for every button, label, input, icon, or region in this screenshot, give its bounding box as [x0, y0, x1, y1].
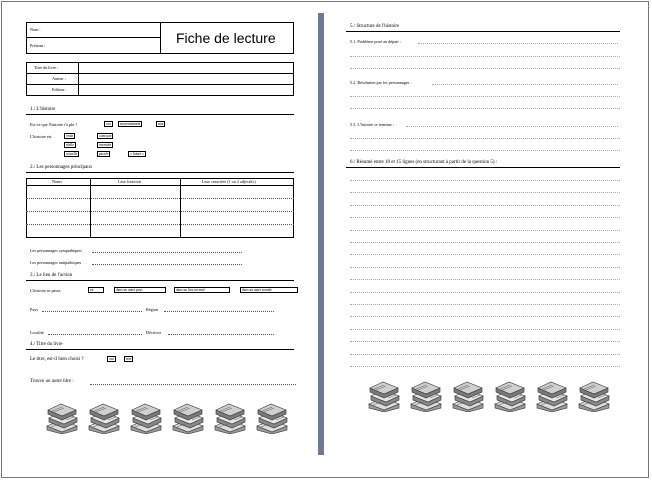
- type-inventee[interactable]: inventée: [99, 143, 112, 147]
- summary-line[interactable]: [350, 267, 620, 268]
- stack-of-books-icon: [170, 402, 206, 439]
- stack-of-books-icon: [450, 380, 486, 417]
- section-2-heading: 2./ Les personnages principaux: [30, 165, 93, 170]
- books-row-left: [44, 402, 290, 439]
- editeur-label: Editeur :: [52, 87, 67, 92]
- section-4-heading: 4./ Titre du livre: [30, 342, 63, 347]
- titre-livre-label: Titre du livre :: [34, 65, 59, 70]
- books-row-right: [366, 380, 612, 417]
- titre-question: Le titre, est-il bien choisi ?: [30, 357, 84, 362]
- stack-of-books-icon: [44, 402, 80, 439]
- nom-label: Nom :: [30, 27, 41, 32]
- section-5-heading: 5./ Structure de l'histoire: [350, 24, 400, 29]
- decrivez-label: Décrivez: [146, 330, 162, 335]
- stack-of-books-icon: [366, 380, 402, 417]
- page-title: Fiche de lecture: [176, 30, 276, 46]
- option-oui[interactable]: oui: [106, 122, 111, 126]
- auteur-label: Auteur :: [52, 76, 66, 81]
- item-5-3: 5.3. L'histoire se termine :: [350, 122, 394, 127]
- summary-line[interactable]: [350, 180, 620, 181]
- col-fonction: Leur fonction: [118, 179, 141, 184]
- type-comique[interactable]: comique: [99, 134, 112, 138]
- option-moyennement[interactable]: moyennement: [120, 122, 141, 126]
- stack-of-books-icon: [86, 402, 122, 439]
- lieu-autre-pays[interactable]: dans un autre pays: [114, 287, 166, 293]
- item-5-1: 5.1. Problème posé au départ :: [350, 39, 401, 44]
- item-5-2: 5.2. Résolution par les personnages :: [350, 80, 412, 85]
- summary-line[interactable]: [350, 192, 620, 193]
- summary-line[interactable]: [350, 341, 620, 342]
- summary-line[interactable]: [350, 242, 620, 243]
- stack-of-books-icon: [576, 380, 612, 417]
- summary-line[interactable]: [350, 329, 620, 330]
- page-divider: [318, 13, 324, 455]
- section-3-heading: 3./ Le lieu de l'action: [30, 273, 73, 278]
- summary-line[interactable]: [350, 205, 620, 206]
- summary-line[interactable]: [350, 292, 620, 293]
- type-passee[interactable]: passée: [99, 152, 109, 156]
- stack-of-books-icon: [534, 380, 570, 417]
- summary-line[interactable]: [350, 254, 620, 255]
- antipa-label: Les personnages antipathiques: [30, 260, 82, 265]
- lieu-en[interactable]: en: [88, 287, 104, 293]
- type-label: L'histoire est: [30, 134, 52, 139]
- sympa-label: Les personnages sympathiques: [30, 248, 82, 253]
- lieu-autre-monde[interactable]: dans un autre monde: [240, 287, 298, 293]
- col-caractere: Leur caractère (1 ou 2 adjectifs): [202, 179, 256, 184]
- section-6-heading: 6./ Résumé entre 10 et 15 lignes (en structurant à partir de la question 5) :: [350, 160, 498, 165]
- stack-of-books-icon: [254, 402, 290, 439]
- region-label: Région: [146, 307, 159, 312]
- prenom-label: Prénom :: [30, 43, 46, 48]
- right-page: [326, 10, 646, 472]
- summary-line[interactable]: [350, 230, 620, 231]
- col-noms: Noms: [52, 179, 63, 184]
- titre-non[interactable]: non: [126, 357, 132, 361]
- type-reelle[interactable]: réelle: [66, 143, 74, 147]
- summary-line[interactable]: [350, 316, 620, 317]
- lieu-invente[interactable]: dans un lieu inventé: [174, 287, 230, 293]
- summary-line[interactable]: [350, 304, 620, 305]
- characters-table: [26, 178, 294, 238]
- pays-label: Pays: [30, 307, 38, 312]
- autre-titre-label: Trouve un autre titre :: [30, 379, 74, 384]
- localite-label: Localité: [30, 330, 44, 335]
- genre-question: Est-ce que l'histoire t'a plu ?: [30, 122, 78, 127]
- summary-line[interactable]: [350, 366, 620, 367]
- summary-line[interactable]: [350, 217, 620, 218]
- stack-of-books-icon: [212, 402, 248, 439]
- titre-oui[interactable]: oui: [109, 357, 114, 361]
- stack-of-books-icon: [408, 380, 444, 417]
- type-future[interactable]: « future »: [130, 152, 144, 156]
- stack-of-books-icon: [128, 402, 164, 439]
- type-vraie[interactable]: vraie: [66, 134, 74, 138]
- option-non[interactable]: non: [158, 122, 164, 126]
- section-1-heading: 1./ L'histoire: [30, 107, 56, 112]
- type-actuelle[interactable]: actuelle: [66, 152, 78, 156]
- stack-of-books-icon: [492, 380, 528, 417]
- summary-line[interactable]: [350, 354, 620, 355]
- lieu-label: L'histoire se passe: [30, 288, 61, 293]
- summary-line[interactable]: [350, 279, 620, 280]
- left-page: [6, 10, 314, 472]
